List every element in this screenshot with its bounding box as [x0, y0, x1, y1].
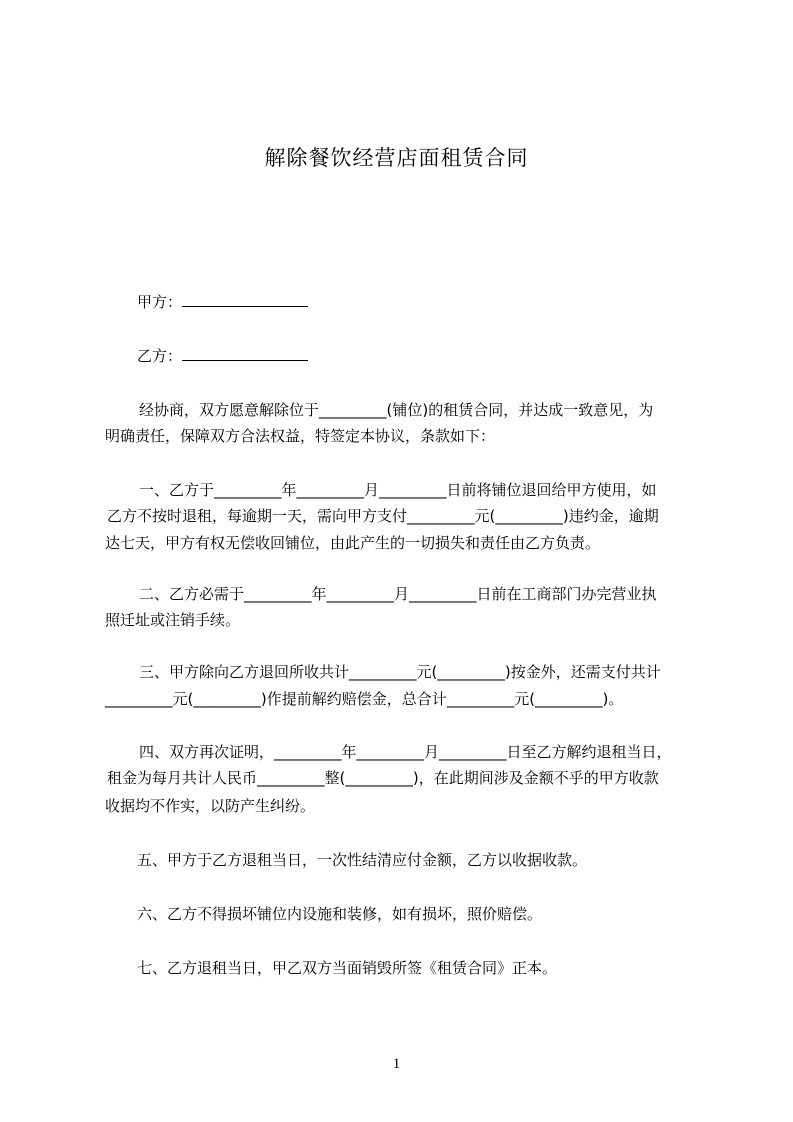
clause-4-line-1: 四、双方再次证明，_________年_________月_________日至乙方解约退租当日，: [139, 743, 672, 761]
preamble-line-1: 经协商，双方愿意解除位于_________(铺位)的租赁合同，并达成一致意见，为: [139, 401, 654, 419]
party-a-blank: [182, 292, 308, 307]
party-b-label: 乙方：: [137, 347, 183, 365]
party-a-label: 甲方：: [137, 293, 183, 311]
clause-5-line-1: 五、甲方于乙方退租当日，一次性结清应付金额，乙方以收据收款。: [137, 851, 588, 869]
clause-7-line-1: 七、乙方退租当日，甲乙双方当面销毁所签《租赁合同》正本。: [137, 959, 558, 977]
party-a-line: [137, 292, 308, 312]
party-b-line: [137, 346, 308, 366]
clause-6-line-1: 六、乙方不得损坏铺位内设施和装修，如有损坏，照价赔偿。: [137, 905, 543, 923]
clause-2-line-2: 照迁址或注销手续。: [105, 611, 241, 629]
clause-3-line-1: 三、甲方除向乙方退回所收共计_________元(_________)按金外，还需支付共计: [139, 663, 661, 681]
clause-4-line-2: 租金为每月共计人民币_________整(_________)，在此期间涉及金额不乎的甲方收款: [107, 769, 659, 787]
preamble-line-2: 明确责任，保障双方合法权益，特签定本协议，条款如下：: [105, 427, 496, 445]
party-b-blank: [182, 346, 308, 361]
page-number: 1: [392, 1056, 401, 1072]
clause-4-line-3: 收据均不作实，以防产生纠纷。: [105, 797, 316, 815]
clause-2-line-1: 二、乙方必需于_________年_________月_________日前在工商部门办完营业执: [139, 585, 657, 603]
clause-3-line-2: _________元(_________)作提前解约赔偿金，总合计_________元(_________)。: [105, 690, 624, 708]
clause-1-line-1: 一、乙方于_________年_________月_________日前将铺位退回给甲方使用，如: [139, 481, 657, 499]
clause-1-line-3: 达七天，甲方有权无偿收回铺位，由此产生的一切损失和责任由乙方负责。: [105, 534, 601, 552]
document-title: 解除餐饮经营店面租赁合同: [264, 146, 529, 170]
clause-1-line-2: 乙方不按时退租，每逾期一天，需向甲方支付_________元(_________)违约金，逾期: [107, 507, 659, 525]
